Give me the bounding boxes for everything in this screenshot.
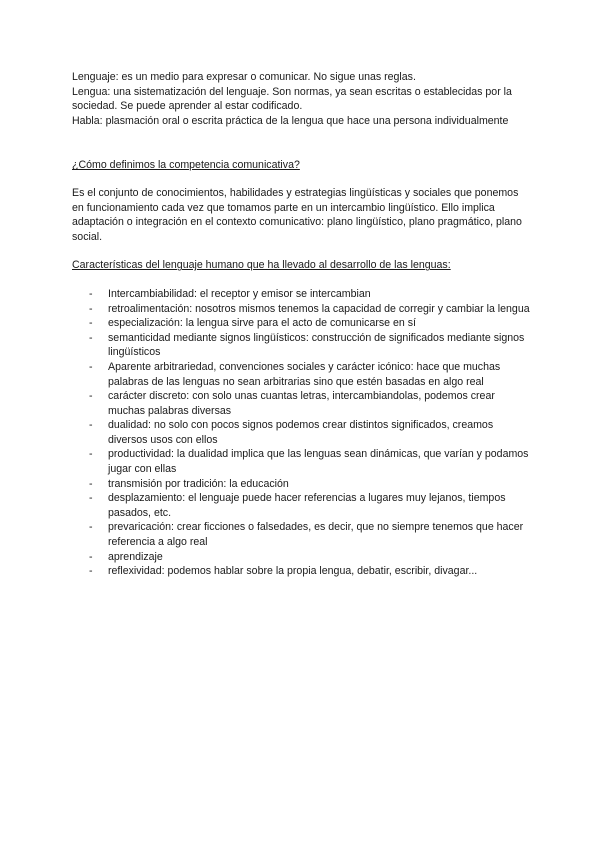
list-item-text: retroalimentación: nosotros mismos tenemos la capacidad de corregir y cambiar la lengua (108, 302, 530, 315)
list-item (72, 331, 532, 360)
competence-question-heading: ¿Cómo definimos la competencia comunicativa? (72, 159, 300, 172)
bullet-dash: - (89, 477, 93, 490)
list-item (72, 302, 532, 317)
list-item-text: transmisión por tradición: la educación (108, 477, 289, 490)
list-item (72, 477, 532, 492)
list-item (72, 564, 532, 579)
list-item-text: Aparente arbitrariedad, convenciones sociales y carácter icónico: hace que muchas palabras de las lenguas no sean arbitrarias sino que estén basadas en algo real (108, 360, 501, 388)
list-item-text: aprendizaje (108, 550, 163, 563)
bullet-dash: - (89, 390, 93, 403)
bullet-dash: - (89, 302, 93, 315)
list-item (72, 287, 532, 302)
list-item-text: semanticidad mediante signos lingüísticos: construcción de significados mediante signos lingüísticos (108, 331, 525, 359)
list-item (72, 491, 532, 520)
characteristics-heading: Características del lenguaje humano que ha llevado al desarrollo de las lenguas: (72, 259, 451, 272)
list-item (72, 520, 532, 549)
definition-lenguaje: Lenguaje: es un medio para expresar o comunicar. No sigue unas reglas. (72, 71, 416, 83)
bullet-dash: - (89, 521, 93, 534)
list-item-text: carácter discreto: con solo unas cuantas letras, intercambiandolas, podemos crear muchas palabras diversas (108, 390, 495, 417)
definitions-block (72, 70, 532, 128)
list-item (72, 360, 532, 389)
bullet-dash: - (89, 565, 93, 578)
list-item-text: reflexividad: podemos hablar sobre la propia lengua, debatir, escribir, divagar... (108, 565, 478, 578)
list-item (72, 447, 532, 476)
list-item (72, 316, 532, 331)
document-page (72, 70, 532, 579)
competence-paragraph: Es el conjunto de conocimientos, habilidades y estrategias lingüísticas y sociales que ponemos en funcionamiento cada vez que tomamos parte en un intercambio lingüístico. Ello implica adaptación o integración en el contexto comunicativo: plano lingüístico, plano pragmático, plano social. (72, 186, 522, 243)
list-item-text: dualidad: no solo con pocos signos podemos crear distintos significados, creamos diversos usos con ellos (108, 419, 494, 446)
list-item-text: prevaricación: crear ficciones o falsedades, es decir, que no siempre tenemos que hacer referencia a algo real (108, 521, 524, 549)
bullet-dash: - (89, 360, 93, 373)
list-item (72, 550, 532, 565)
bullet-dash: - (89, 331, 93, 344)
characteristics-list (72, 287, 532, 579)
list-item-text: desplazamiento: el lenguaje puede hacer referencias a lugares muy lejanos, tiempos pasados, etc. (108, 492, 506, 519)
bullet-dash: - (89, 492, 93, 505)
bullet-dash: - (89, 287, 93, 300)
definition-lengua: Lengua: una sistematización del lenguaje. Son normas, ya sean escritas o establecidas por la sociedad. Se puede aprender al estar codificado. (72, 85, 512, 113)
bullet-dash: - (89, 448, 93, 461)
list-item-text: especialización: la lengua sirve para el acto de comunicarse en sí (108, 317, 416, 330)
bullet-dash: - (89, 419, 93, 432)
definition-habla: Habla: plasmación oral o escrita práctica de la lengua que hace una persona individualmente (72, 114, 509, 127)
list-item (72, 389, 532, 418)
list-item-text: productividad: la dualidad implica que las lenguas sean dinámicas, que varían y podamos jugar con ellas (108, 448, 529, 476)
list-item-text: Intercambiabilidad: el receptor y emisor se intercambian (108, 287, 371, 300)
bullet-dash: - (89, 317, 93, 330)
list-item (72, 418, 532, 447)
bullet-dash: - (89, 550, 93, 563)
